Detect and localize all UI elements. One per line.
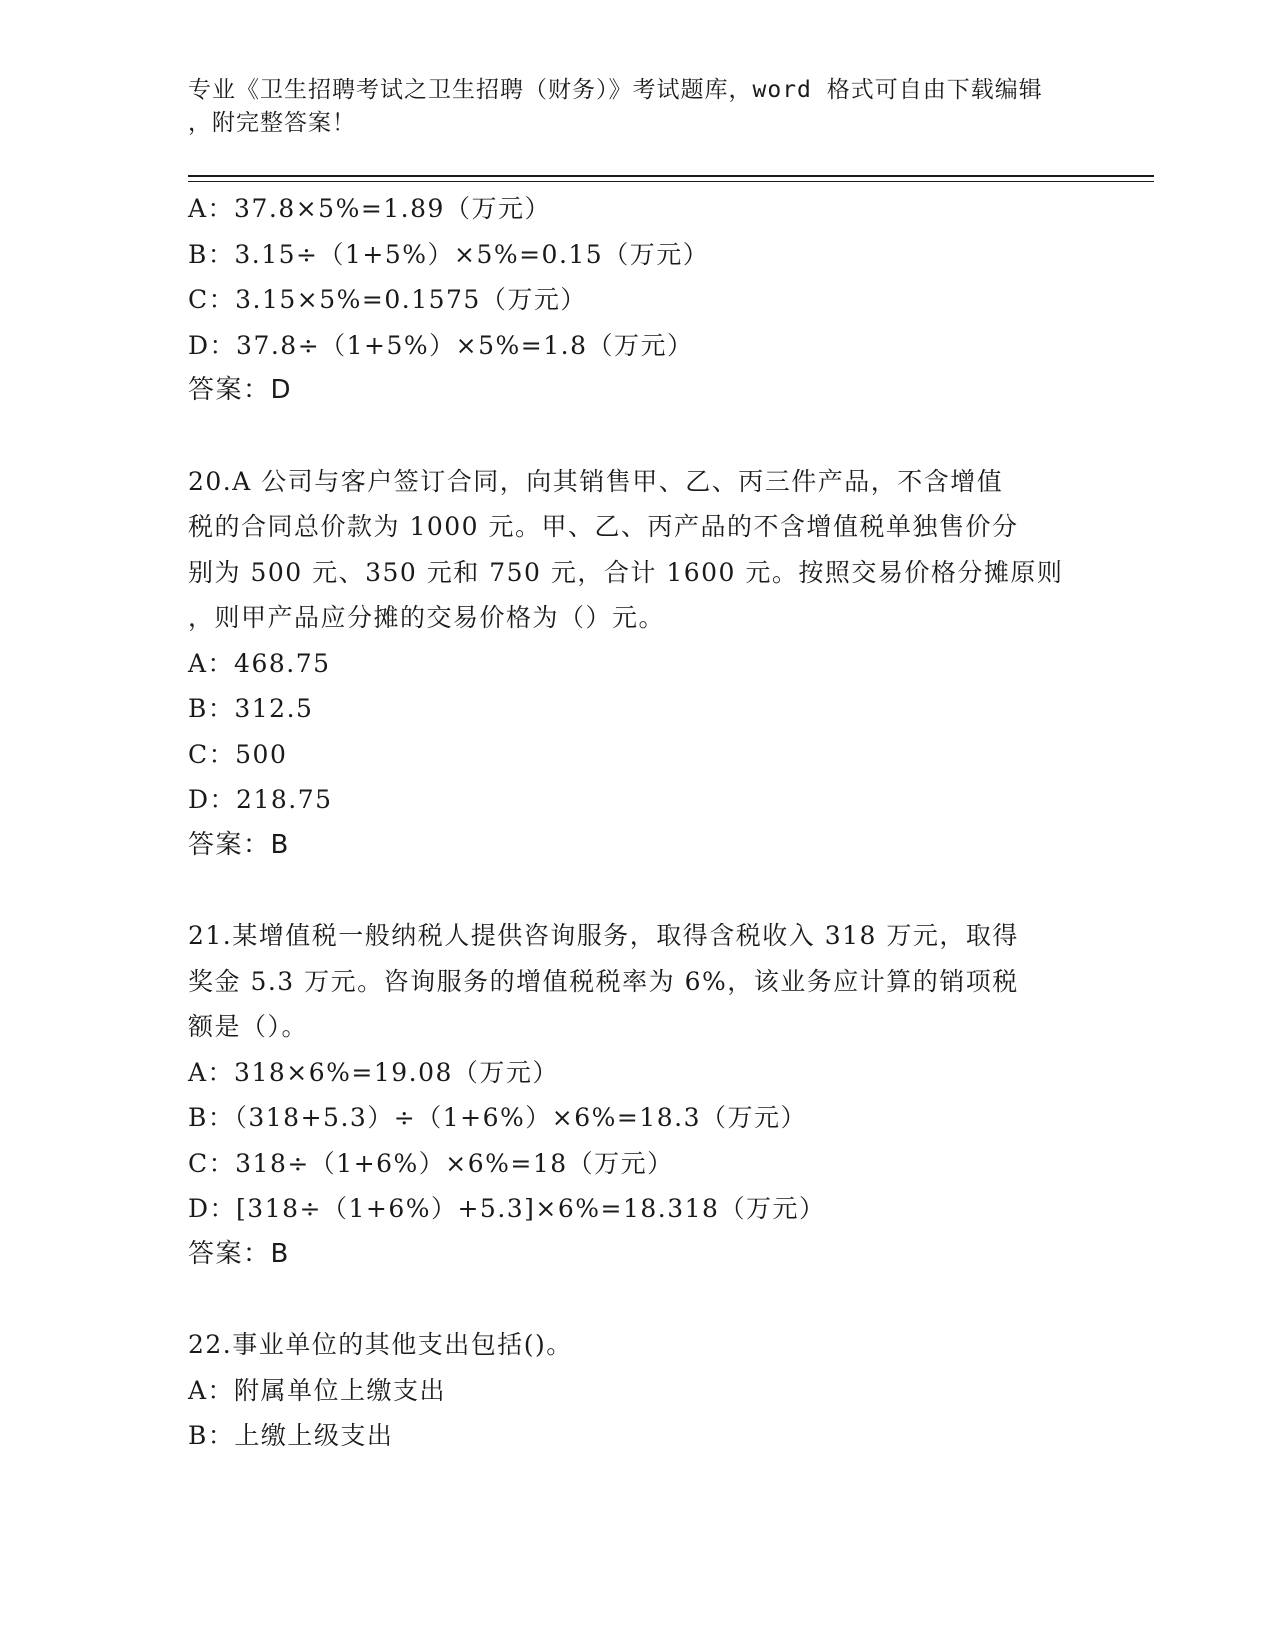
question-21 [188,913,1088,1277]
spacer [188,414,1088,459]
option-c: C：318÷（1+6%）×6%=18（万元） [188,1148,674,1178]
header-divider-thick [188,175,1154,177]
option-d: D：218.75 [188,785,333,814]
question-stem-line: 奖金 5.3 万元。咨询服务的增值税税率为 6%，该业务应计算的销项税 [188,966,1019,996]
option-d: D：[318÷（1+6%）+5.3]×6%=18.318（万元） [188,1194,826,1223]
question-20 [188,459,1088,869]
question-stem-line: 20.A 公司与客户签订合同，向其销售甲、乙、丙三件产品，不含增值 [188,466,1004,496]
question-stem-line: 22.事业单位的其他支出包括()。 [188,1330,573,1359]
document-header [188,74,1068,140]
option-b: B：上缴上级支出 [188,1421,394,1450]
answer: 答案：D [188,375,293,405]
option-b: B：（318+5.3）÷（1+6%）×6%=18.3（万元） [188,1103,807,1132]
option-a: A：318×6%=19.08（万元） [188,1057,559,1087]
option-b: B：312.5 [188,694,314,723]
answer: 答案：B [188,829,290,860]
question-stem-line: 21.某增值税一般纳税人提供咨询服务，取得含税收入 318 万元，取得 [188,921,1019,950]
question-stem-line: 额是（）。 [188,1012,309,1041]
option-a: A：附属单位上缴支出 [188,1375,447,1405]
option-a: A：37.8×5%=1.89（万元） [188,194,551,223]
question-19 [188,186,1088,414]
option-c: C：500 [188,739,288,769]
header-line-1: 专业《卫生招聘考试之卫生招聘（财务）》考试题库，word 格式可自由下载编辑 [188,77,1043,103]
header-line-2: ，附完整答案！ [188,110,356,136]
question-stem-line: ，则甲产品应分摊的交易价格为（）元。 [188,603,666,632]
option-c: C：3.15×5%=0.1575（万元） [188,285,587,314]
option-b: B：3.15÷（1+5%）×5%=0.15（万元） [188,239,710,269]
answer: 答案：B [188,1238,290,1269]
spacer [188,868,1088,913]
spacer [188,1277,1088,1322]
option-d: D：37.8÷（1+5%）×5%=1.8（万元） [188,330,694,360]
header-divider-thin [188,181,1154,182]
option-a: A：468.75 [188,648,331,678]
question-stem-line: 别为 500 元、350 元和 750 元，合计 1600 元。按照交易价格分摊原则 [188,557,1064,587]
question-stem-line: 税的合同总价款为 1000 元。甲、乙、丙产品的不含增值税单独售价分 [188,512,1019,541]
question-list [188,186,1088,1459]
question-22 [188,1322,1088,1459]
